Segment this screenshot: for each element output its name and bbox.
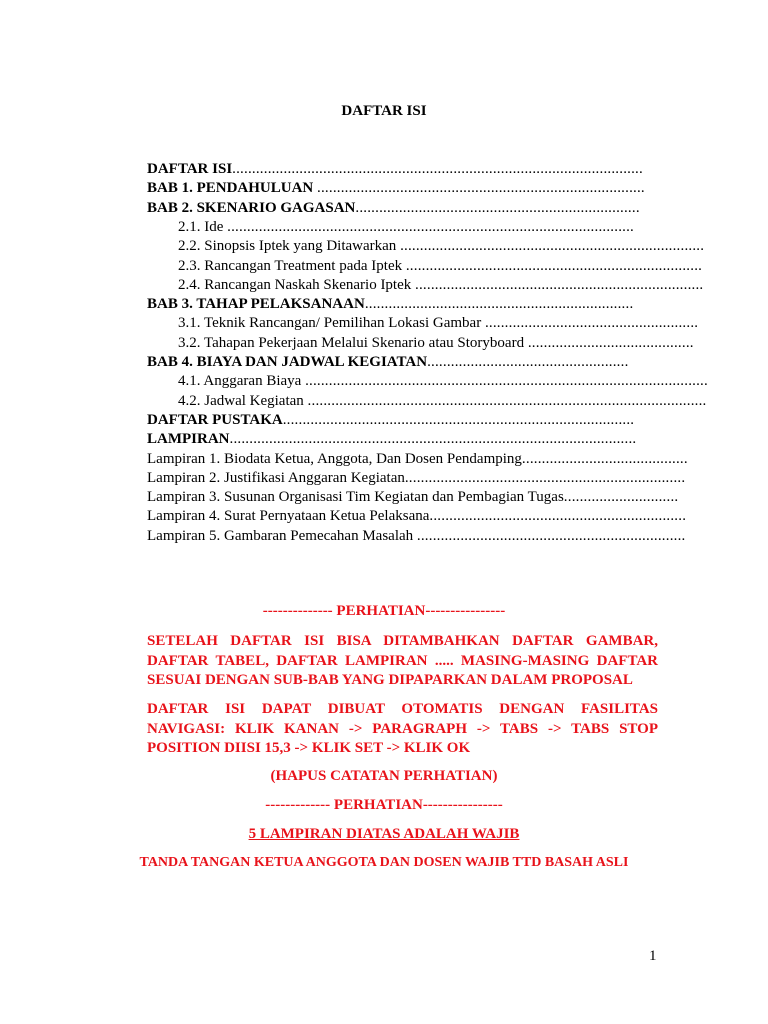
- toc-leader-dots: ....................................................................: [416, 527, 686, 544]
- toc-leader-dots: ...................................................................................: [317, 180, 645, 197]
- toc-leader-dots: .......................................................................................................: [227, 218, 635, 235]
- toc-entry: [178, 237, 708, 256]
- toc-entry-label: 2.2. Sinopsis Iptek yang Ditawarkan: [178, 238, 401, 255]
- toc-entry-label: 2.4. Rancangan Naskah Skenario Iptek: [178, 276, 416, 293]
- toc-entry: [178, 392, 708, 411]
- toc-entry-label: Lampiran 2. Justifikasi Anggaran Kegiatan: [147, 469, 405, 486]
- toc-entry-label: Lampiran 5. Gambaran Pemecahan Masalah: [147, 527, 417, 544]
- toc-entry-label: 2.3. Rancangan Treatment pada Iptek: [178, 257, 406, 274]
- toc-entry: [147, 295, 708, 314]
- toc-entry-label: 4.2. Jadwal Kegiatan: [178, 392, 308, 409]
- tanda-tangan-note: TANDA TANGAN KETUA ANGGOTA DAN DOSEN WAJIB TTD BASAH ASLI: [139, 855, 629, 870]
- toc-leader-dots: ...........................................................................: [405, 257, 703, 274]
- toc-entry-label: BAB 4. BIAYA DAN JADWAL KEGIATAN: [147, 354, 428, 370]
- toc-entry-label: BAB 1. PENDAHULUAN: [147, 180, 318, 197]
- toc-entry: [147, 353, 708, 372]
- note-paragraph-1: SETELAH DAFTAR ISI BISA DITAMBAHKAN DAFTAR GAMBAR, DAFTAR TABEL, DAFTAR LAMPIRAN ..... MASING-MASING DAFTAR SESUAI DENGAN SUB-BAB YANG DIPAPARKAN DALAM PROPOSAL: [147, 633, 658, 688]
- toc-leader-dots: .........................................................................................: [282, 411, 635, 428]
- toc-leader-dots: .......................................................................................................: [229, 431, 637, 448]
- toc-entry-label: BAB 2. SKENARIO GAGASAN: [147, 199, 356, 216]
- toc-entry: [178, 372, 708, 391]
- toc-leader-dots: .........................................................................: [415, 276, 704, 293]
- toc-entry: [178, 314, 708, 333]
- toc-leader-dots: .................................................................: [429, 508, 687, 525]
- toc-entry: [178, 218, 708, 237]
- toc-entry-label: 4.1. Anggaran Biaya: [178, 373, 306, 390]
- toc-entry: [147, 450, 708, 469]
- toc-entry-label: 2.1. Ide: [178, 218, 228, 235]
- toc-entry-label: Lampiran 3. Susunan Organisasi Tim Kegiatan dan Pembagian Tugas: [147, 489, 564, 506]
- toc-entry-label: LAMPIRAN: [147, 431, 230, 448]
- toc-entry-label: DAFTAR PUSTAKA: [147, 411, 283, 428]
- toc-leader-dots: ......................................................: [484, 315, 699, 332]
- toc-leader-dots: .............................: [563, 489, 679, 506]
- toc-entry-label: 3.2. Tahapan Pekerjaan Melalui Skenario atau Storyboard: [178, 334, 528, 351]
- perhatian-heading: -------------- PERHATIAN----------------: [262, 603, 506, 619]
- toc-entry: [147, 160, 708, 179]
- toc-leader-dots: ........................................................................................................: [232, 161, 643, 177]
- toc-entry: [147, 527, 708, 546]
- toc-entry: [178, 276, 708, 295]
- toc-leader-dots: .......................................................................: [404, 469, 686, 486]
- toc-leader-dots: .............................................................................: [400, 238, 705, 255]
- toc-entry: [178, 334, 708, 353]
- page-title: DAFTAR ISI: [341, 103, 427, 119]
- toc-entry: [147, 411, 708, 430]
- toc-entry: [147, 199, 708, 218]
- toc-entry: [147, 507, 708, 526]
- toc-leader-dots: ..........................................: [527, 334, 694, 351]
- page-number: 1: [649, 948, 657, 964]
- perhatian-heading-2: ------------- PERHATIAN----------------: [265, 797, 503, 813]
- toc-entry: [147, 179, 708, 198]
- toc-leader-dots: ....................................................................: [364, 296, 634, 313]
- toc-entry-label: BAB 3. TAHAP PELAKSANAAN: [147, 296, 365, 313]
- toc-leader-dots: ...................................................: [427, 354, 629, 370]
- note-paragraph-2: DAFTAR ISI DAPAT DIBUAT OTOMATIS DENGAN FASILITAS NAVIGASI: KLIK KANAN -> PARAGRAPH -> TABS -> TABS STOP POSITION DIISI 15,3 -> KLIK SET -> KLIK OK: [147, 701, 658, 756]
- toc-leader-dots: .....................................................................................................: [307, 392, 707, 409]
- hapus-note: (HAPUS CATATAN PERHATIAN): [270, 768, 498, 784]
- toc-entry: [147, 469, 708, 488]
- toc-leader-dots: ........................................................................: [355, 199, 640, 216]
- toc-leader-dots: ......................................................................................................: [305, 373, 708, 390]
- toc-entry-label: 3.1. Teknik Rancangan/ Pemilihan Lokasi Gambar: [178, 315, 485, 332]
- toc-leader-dots: ..........................................: [521, 450, 688, 467]
- lampiran-wajib-note: 5 LAMPIRAN DIATAS ADALAH WAJIB: [248, 826, 520, 842]
- toc-entry-label: Lampiran 4. Surat Pernyataan Ketua Pelaksana: [147, 508, 430, 525]
- toc-entry: [147, 488, 708, 507]
- toc-entry: [147, 430, 708, 449]
- toc-entry: [178, 257, 708, 276]
- toc-entry-label: Lampiran 1. Biodata Ketua, Anggota, Dan Dosen Pendamping: [147, 450, 522, 467]
- toc-entry-label: DAFTAR ISI: [147, 161, 233, 177]
